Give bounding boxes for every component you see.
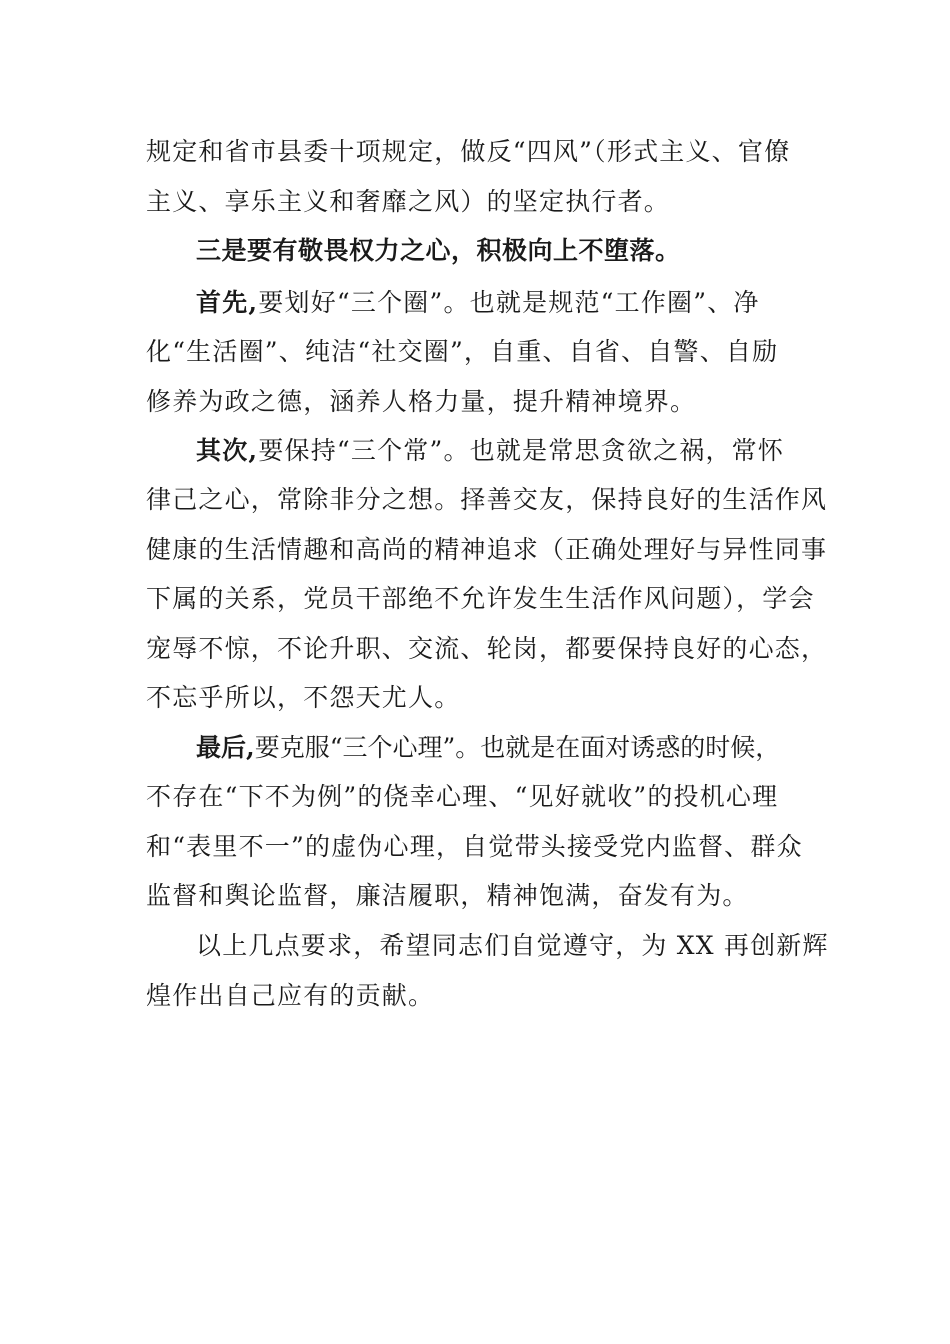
paragraph-line: 煌作出自己应有的贡献。 [146,981,435,1010]
paragraph-line: 化“生活圈”、纯洁“社交圈”，自重、自省、自警、自励 [146,337,779,366]
paragraph-line: 和“表里不一”的虚伪心理，自觉带头接受党内监督、群众 [146,832,803,861]
paragraph-line: 不存在“下不为例”的侥幸心理、“见好就收”的投机心理 [146,782,779,811]
paragraph-line: 监督和舆论监督，廉洁履职，精神饱满，奋发有为。 [146,881,749,910]
paragraph-line: 修养为政之德，涵养人格力量，提升精神境界。 [146,387,697,416]
paragraph-line: 不忘乎所以，不怨天尤人。 [146,683,461,712]
paragraph-line: 宠辱不惊，不论升职、交流、轮岗，都要保持良好的心态， [146,634,828,663]
paragraph-line: 以上几点要求，希望同志们自觉遵守，为 XX 再创新辉 [196,931,829,960]
paragraph-line: 主义、享乐主义和奢靡之风）的坚定执行者。 [146,187,671,216]
section-heading: 三是要有敬畏权力之心，积极向上不堕落。 [196,236,681,265]
paragraph-text: 要保持“三个常”。也就是常思贪欲之祸，常怀 [258,436,785,465]
lead-word: 其次, [196,436,259,465]
paragraph-line [196,732,780,764]
paragraph-line: 律己之心，常除非分之想。择善交友，保持良好的生活作风 [146,485,828,514]
lead-word: 最后, [196,733,255,762]
paragraph-line [196,287,760,319]
paragraph-text: 要克服“三个心理”。也就是在面对诱惑的时候， [254,733,781,762]
paragraph-line: 健康的生活情趣和高尚的精神追求（正确处理好与异性同事 [146,535,828,564]
paragraph-text: 要划好“三个圈”。也就是规范“工作圈”、净 [258,288,760,317]
paragraph-line: 规定和省市县委十项规定，做反“四风”（形式主义、官僚 [146,137,791,166]
paragraph-line: 下属的关系，党员干部绝不允许发生生活作风问题），学会 [146,584,815,613]
lead-word: 首先, [196,288,259,317]
paragraph-line [196,435,784,467]
